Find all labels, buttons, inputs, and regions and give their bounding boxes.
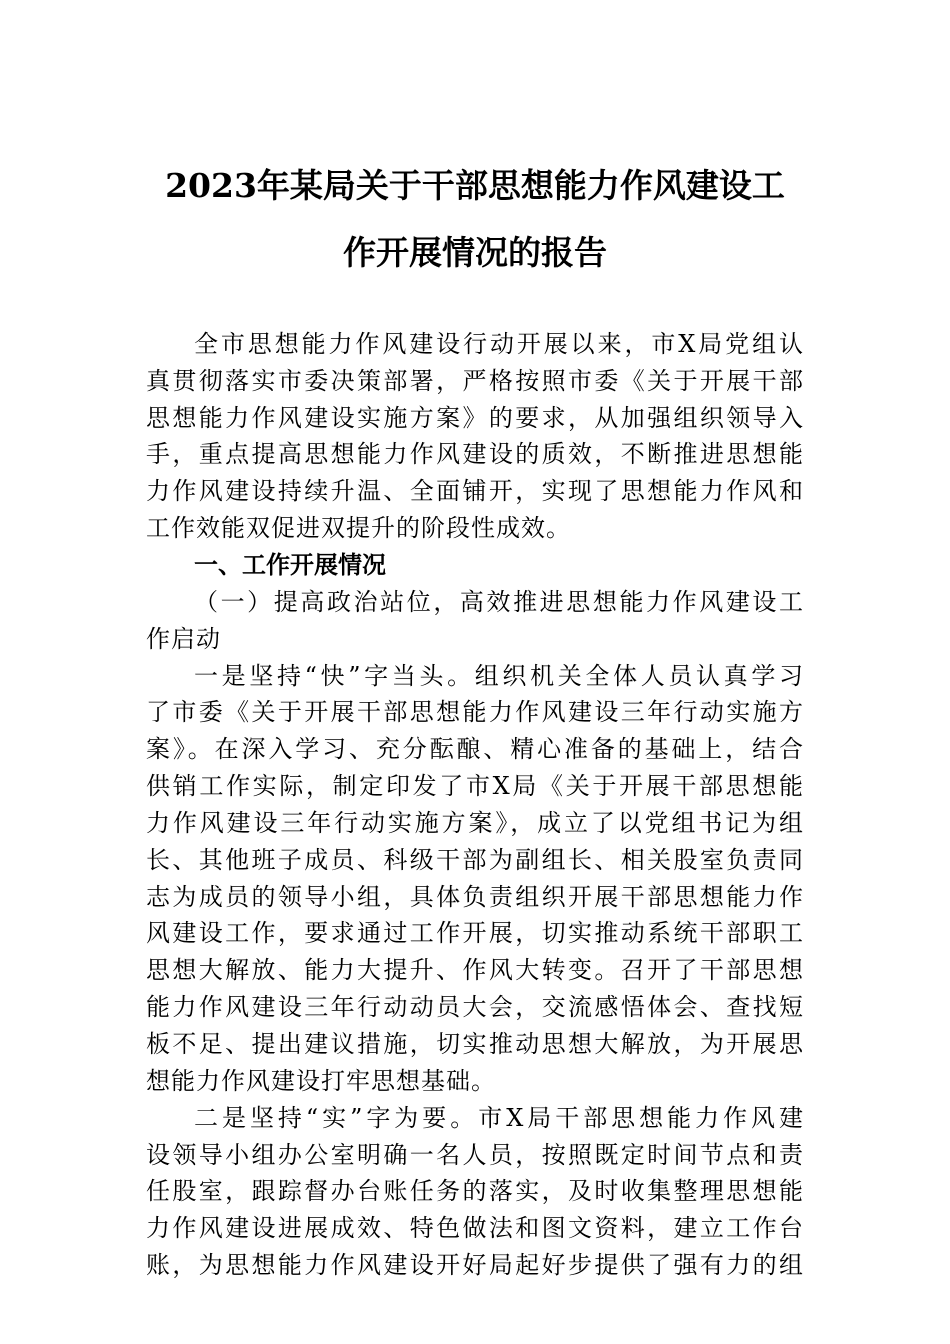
paragraph-line: 供销工作实际，制定印发了市X局《关于开展干部思想能 — [146, 772, 804, 800]
paragraph-line: 风建设工作，要求通过工作开展，切实推动系统干部职工 — [146, 919, 804, 947]
intro-line: 全市思想能力作风建设行动开展以来，市X局党组认 — [194, 330, 804, 358]
intro-line: 手，重点提高思想能力作风建设的质效，不断推进思想能 — [146, 440, 804, 468]
paragraph-line: 思想大解放、能力大提升、作风大转变。召开了干部思想 — [146, 956, 804, 984]
subsection-heading-line: 作启动 — [146, 625, 221, 653]
paragraph-line: 二是坚持“实”字为要。市X局干部思想能力作风建 — [194, 1104, 804, 1132]
paragraph-line: 板不足、提出建议措施，切实推动思想大解放，为开展思 — [146, 1030, 804, 1058]
paragraph-line: 力作风建设三年行动实施方案》，成立了以党组书记为组 — [146, 809, 804, 837]
paragraph-line: 一是坚持“快”字当头。组织机关全体人员认真学习 — [194, 662, 804, 690]
title-line-2: 作开展情况的报告 — [343, 233, 607, 272]
paragraph-line: 任股室，跟踪督办台账任务的落实，及时收集整理思想能 — [146, 1177, 804, 1205]
paragraph-line: 设领导小组办公室明确一名人员，按照既定时间节点和责 — [146, 1141, 804, 1169]
intro-line: 思想能力作风建设实施方案》的要求，从加强组织领导入 — [146, 404, 804, 432]
paragraph-line: 账，为思想能力作风建设开好局起好步提供了强有力的组 — [146, 1251, 804, 1279]
paragraph-line: 了市委《关于开展干部思想能力作风建设三年行动实施方 — [146, 698, 804, 726]
subsection-heading-line: （一）提高政治站位，高效推进思想能力作风建设工 — [194, 588, 804, 616]
paragraph-line: 长、其他班子成员、科级干部为副组长、相关股室负责同 — [146, 846, 804, 874]
intro-line: 力作风建设持续升温、全面铺开，实现了思想能力作风和 — [146, 477, 804, 505]
paragraph-line: 案》。在深入学习、充分酝酿、精心准备的基础上，结合 — [146, 735, 804, 763]
paragraph-line: 能力作风建设三年行动动员大会，交流感悟体会、查找短 — [146, 993, 804, 1021]
paragraph-line: 志为成员的领导小组，具体负责组织开展干部思想能力作 — [146, 883, 804, 911]
title-line-1: 2023年某局关于干部思想能力作风建设工 — [165, 166, 785, 205]
intro-line: 工作效能双促进双提升的阶段性成效。 — [146, 514, 571, 542]
section-heading: 一、工作开展情况 — [194, 551, 386, 579]
paragraph-line: 力作风建设进展成效、特色做法和图文资料，建立工作台 — [146, 1214, 804, 1242]
paragraph-line: 想能力作风建设打牢思想基础。 — [146, 1067, 496, 1095]
intro-line: 真贯彻落实市委决策部署，严格按照市委《关于开展干部 — [146, 367, 804, 395]
